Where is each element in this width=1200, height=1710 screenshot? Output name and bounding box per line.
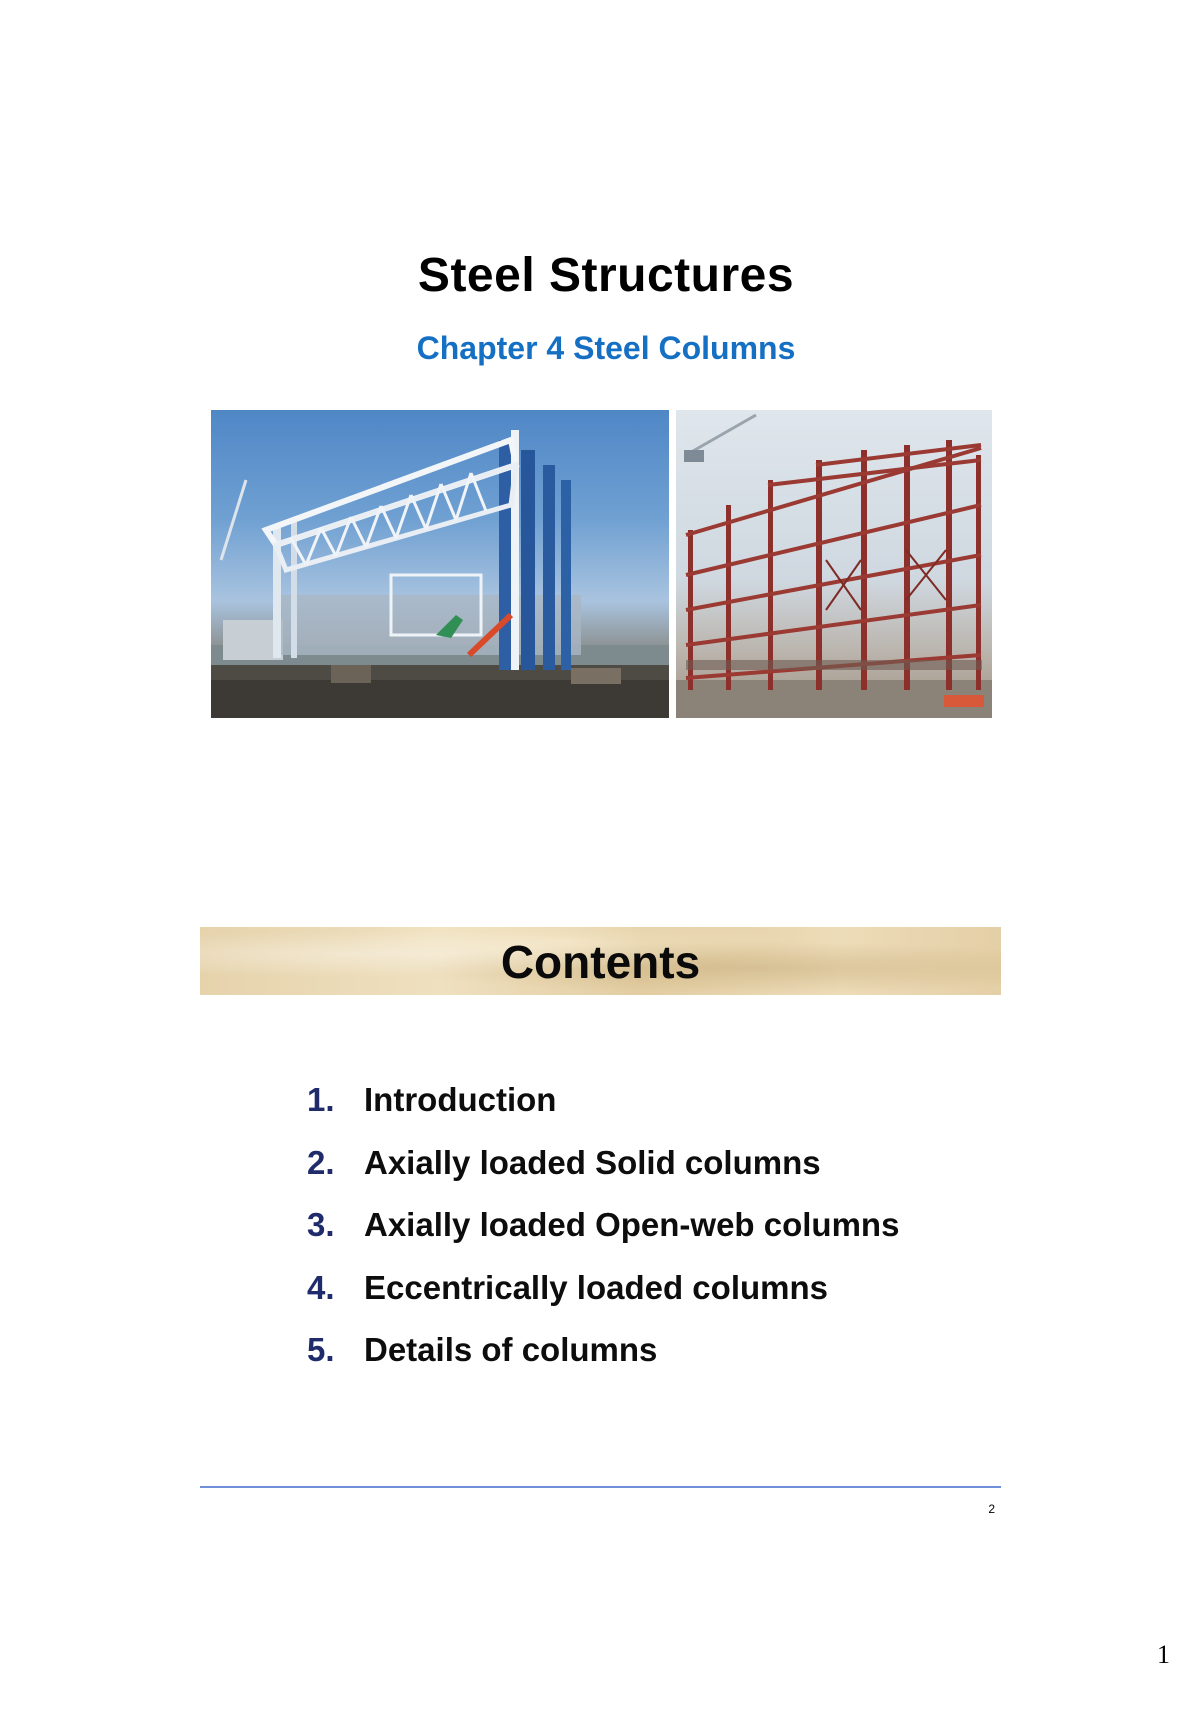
list-item-number: 5. <box>307 1331 335 1368</box>
list-item-text: Eccentrically loaded columns <box>364 1268 828 1306</box>
list-item <box>307 1080 899 1143</box>
steel-hangar-frame-photo <box>211 410 669 718</box>
footer-divider <box>200 1486 1001 1488</box>
slide-subtitle: Chapter 4 Steel Columns <box>416 330 796 366</box>
list-item-text: Details of columns <box>364 1331 658 1368</box>
list-item-text: Introduction <box>364 1081 557 1118</box>
list-item-text: Axially loaded Solid columns <box>364 1143 821 1181</box>
list-item <box>307 1330 899 1393</box>
contents-banner <box>200 927 1001 995</box>
list-item-number: 1. <box>307 1081 335 1118</box>
list-item-number: 2. <box>307 1143 335 1181</box>
contents-list <box>307 1080 899 1393</box>
list-item-text: Axially loaded Open-web columns <box>364 1206 900 1243</box>
slide-number: 2 <box>988 1502 995 1516</box>
slide-title: Steel Structures <box>417 249 795 302</box>
list-item <box>307 1143 899 1206</box>
contents-heading: Contents <box>500 936 701 988</box>
page-number: 1 <box>1157 1640 1170 1669</box>
list-item <box>307 1268 899 1331</box>
multistory-steel-frame-photo <box>676 410 992 718</box>
list-item-number: 3. <box>307 1206 335 1243</box>
list-item <box>307 1205 899 1268</box>
list-item-number: 4. <box>307 1268 335 1306</box>
